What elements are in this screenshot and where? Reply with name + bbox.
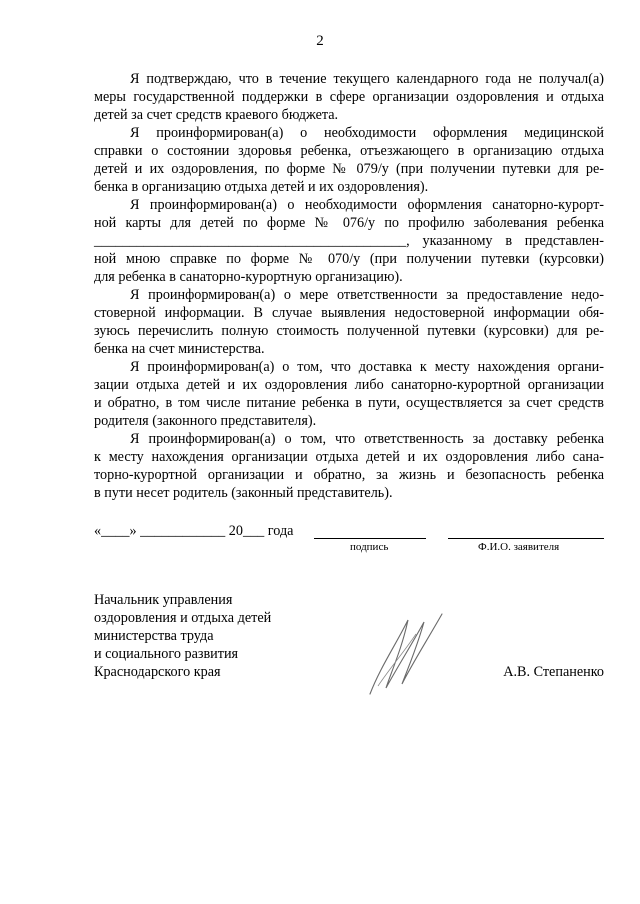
name-caption: Ф.И.О. заявителя	[478, 541, 560, 553]
body-line: Я подтверждаю, что в течение текущего календарного года не получал(а)	[130, 71, 604, 87]
body-line: стоверной информации. В случае выявления недостоверной информации обя-	[94, 305, 604, 321]
date-line: «____» ____________ 20___ года	[94, 523, 294, 539]
body-line: Я проинформирован(а) о том, что доставка к месту нахождения органи-	[130, 359, 604, 375]
body-line: ной карты для детей по форме № 076/у по профилю заболевания ребенка	[94, 215, 604, 231]
handwritten-signature	[350, 608, 454, 700]
body-line: для ребенка в санаторно-курортную организацию).	[94, 269, 403, 285]
body-line: детей и их оздоровления, по форме № 079/у (при получении путевки для ре-	[94, 161, 604, 177]
body-line: ____________________________________________, указанному в представлен-	[94, 233, 604, 249]
body-line: Я проинформирован(а) о необходимости оформления медицинской	[130, 125, 604, 141]
body-line: зуюсь перечислить полную стоимость полученной путевки (курсовки) для ре-	[94, 323, 604, 339]
body-line: бенка в организацию отдыха детей и их оздоровления).	[94, 179, 429, 195]
official-title-line: Начальник управления	[94, 592, 233, 608]
body-line: меры государственной поддержки в сфере организации оздоровления и отдыха	[94, 89, 604, 105]
page-number: 2	[316, 33, 324, 49]
official-title-line: и социального развития	[94, 646, 239, 662]
official-title-line: Краснодарского края	[94, 664, 221, 680]
body-line: и обратно, в том числе питание ребенка в пути, осуществляется за счет средств	[94, 395, 604, 411]
body-line: Я проинформирован(а) о мере ответственности за предоставление недо-	[130, 287, 604, 303]
body-line: в пути несет родитель (законный представитель).	[94, 485, 393, 501]
signature-caption: подпись	[350, 541, 389, 553]
official-title-line: министерства труда	[94, 628, 214, 644]
body-line: родителя (законного представителя).	[94, 413, 317, 429]
body-line: Я проинформирован(а) о необходимости оформления санаторно-курорт-	[130, 197, 604, 213]
name-line	[448, 538, 604, 539]
body-line: зации отдыха детей и их оздоровления либо санаторно-курортной организации	[94, 377, 604, 393]
body-line: бенка на счет министерства.	[94, 341, 265, 357]
body-line: к месту нахождения организации отдыха детей и их оздоровления либо сана-	[94, 449, 604, 465]
body-line: торно-курортной организации и обратно, за жизнь и безопасность ребенка	[94, 467, 604, 483]
body-line: Я проинформирован(а) о том, что ответственность за доставку ребенка	[130, 431, 604, 447]
body-line: справки о состоянии здоровья ребенка, отъезжающего в организацию отдыха	[94, 143, 604, 159]
signature-line	[314, 538, 426, 539]
body-line: ной мною справке по форме № 070/у (при получении путевки (курсовки)	[94, 251, 604, 267]
official-name: А.В. Степаненко	[503, 664, 604, 680]
body-line: детей за счет средств краевого бюджета.	[94, 107, 339, 123]
official-title-line: оздоровления и отдыха детей	[94, 610, 272, 626]
